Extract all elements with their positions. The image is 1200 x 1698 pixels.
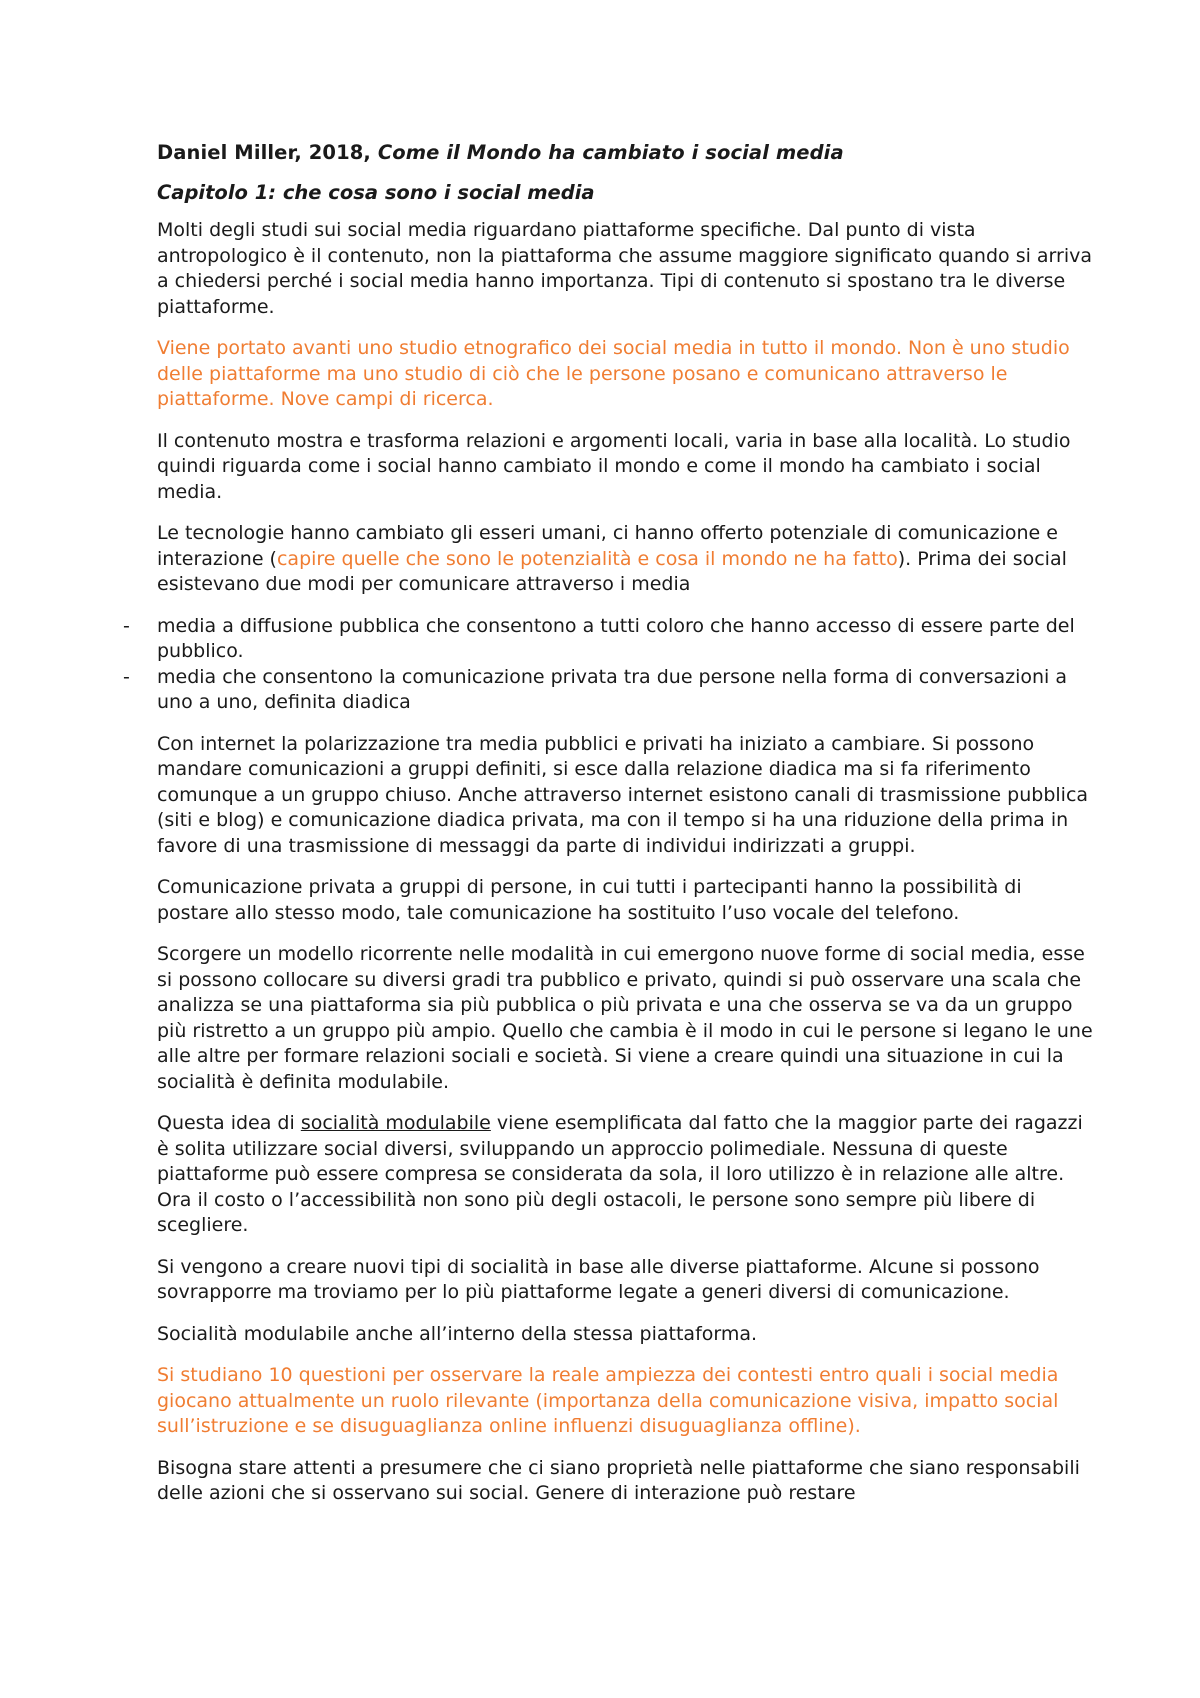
paragraph-11-highlighted: Si studiano 10 questioni per osservare la reale ampiezza dei contesti entro quali i social media giocano attualmente un ruolo rilevante (importanza della comunicazione visiva, impatto social sull’istruzione e se disuguaglianza online influenzi disuguaglianza offline). (157, 1364, 1059, 1437)
media-types-list (123, 614, 1097, 716)
title-author: Daniel Miller, 2018, (157, 141, 378, 164)
paragraph-5: Con internet la polarizzazione tra media pubblici e privati ha iniziato a cambiare. Si possono mandare comunicazioni a gruppi definiti, si esce dalla relazione diadica ma si fa riferimento comunque a un gruppo chiuso. Anche attraverso internet esistono canali di trasmissione pubblica (siti e blog) e comunicazione diadica privata, ma con il tempo si ha una riduzione della prima in favore di una trasmissione di messaggi da parte di individui indirizzati a gruppi. (157, 732, 1089, 857)
paragraph-7: Scorgere un modello ricorrente nelle modalità in cui emergono nuove forme di social media, esse si possono collocare su diversi gradi tra pubblico e privato, quindi si può osservare una scala che analizza se una piattaforma sia più pubblica o più privata e una che osserva se va da un gruppo più ristretto a un gruppo più ampio. Quello che cambia è il modo in cui le persone si legano le une alle altre per formare relazioni sociali e società. Si viene a creare quindi una situazione in cui la socialità è definita modulabile. (157, 943, 1093, 1093)
list-item (123, 614, 1097, 665)
document-title (157, 140, 1097, 166)
paragraph-8 (157, 1111, 1097, 1239)
paragraph-10: Socialità modulabile anche all’interno della stessa piattaforma. (157, 1322, 758, 1345)
paragraph-9: Si vengono a creare nuovi tipi di socialità in base alle diverse piattaforme. Alcune si possono sovrapporre ma troviamo per lo più piattaforme legate a generi diversi di comunicazione. (157, 1255, 1040, 1303)
title-book: Come il Mondo ha cambiato i social media (377, 141, 844, 164)
paragraph-12: Bisogna stare attenti a presumere che ci siano proprietà nelle piattaforme che siano responsabili delle azioni che si osservano sui social. Genere di interazione può restare (157, 1456, 1080, 1504)
paragraph-4-after: ). Prima dei social esistevano due modi per comunicare attraverso i media (157, 547, 1067, 595)
list-item (123, 665, 1097, 716)
list-item-text: media che consentono la comunicazione privata tra due persone nella forma di conversazioni a uno a uno, definita diadica (157, 665, 1068, 713)
list-item-text: media a diffusione pubblica che consentono a tutti coloro che hanno accesso di essere parte del pubblico. (157, 614, 1075, 662)
paragraph-2-highlighted: Viene portato avanti uno studio etnografico dei social media in tutto il mondo. Non è uno studio delle piattaforme ma uno studio di ciò che le persone posano e comunicano attraverso le piattaforme. Nove campi di ricerca. (157, 337, 1070, 410)
document-body (123, 140, 1097, 1523)
paragraph-6: Comunicazione privata a gruppi di persone, in cui tutti i partecipanti hanno la possibilità di postare allo stesso modo, tale comunicazione ha sostituito l’uso vocale del telefono. (157, 876, 1022, 924)
list-dash: - (123, 665, 130, 688)
paragraph-3: Il contenuto mostra e trasforma relazioni e argomenti locali, varia in base alla località. Lo studio quindi riguarda come i social hanno cambiato il mondo e come il mondo ha cambiato i social media. (157, 429, 1071, 503)
paragraph-4-highlight: capire quelle che sono le potenzialità e cosa il mondo ne ha fatto (276, 547, 898, 570)
paragraph-8-underlined-term: socialità modulabile (300, 1112, 491, 1134)
paragraph-4 (157, 521, 1097, 598)
paragraph-8-after: viene esemplificata dal fatto che la maggior parte dei ragazzi è solita utilizzare social diversi, sviluppando un approccio polimediale. Nessuna di queste piattaforme può essere compresa se considerata da sola, il loro utilizzo è in relazione alle altre. Ora il costo o l’accessibilità non sono più degli ostacoli, le persone sono sempre più libere di scegliere. (157, 1112, 1083, 1236)
paragraph-1: Molti degli studi sui social media riguardano piattaforme specifiche. Dal punto di vista antropologico è il contenuto, non la piattaforma che assume maggiore significato quando si arriva a chiedersi perché i social media hanno importanza. Tipi di contenuto si spostano tra le diverse piattaforme. (157, 219, 1093, 318)
chapter-heading: Capitolo 1: che cosa sono i social media (157, 180, 595, 204)
paragraph-4-before: Le tecnologie hanno cambiato gli esseri umani, ci hanno offerto potenziale di comunicazione e interazione ( (157, 522, 1058, 570)
list-dash: - (123, 614, 130, 637)
paragraph-8-before: Questa idea di (157, 1112, 301, 1134)
